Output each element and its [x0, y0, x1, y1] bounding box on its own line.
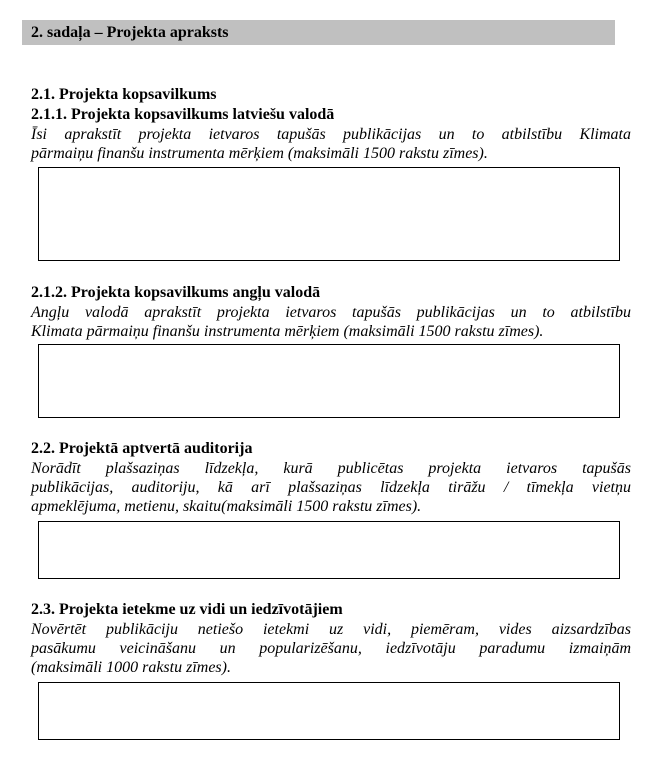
heading-2-3: 2.3. Projekta ietekme uz vidi un iedzīvotājiem [31, 601, 343, 618]
heading-2-2: 2.2. Projektā aptvertā auditorija [31, 440, 253, 457]
description-line: Klimata pārmaiņu finanšu instrumenta mērķiem (maksimāli 1500 rakstu zīmes). [31, 323, 544, 340]
audience-input[interactable] [38, 521, 620, 579]
description-line: publikācijas, auditoriju, kā arī plašsaziņas līdzekļa tirāžu / tīmekļa vietņu [31, 479, 631, 496]
section-title: 2. sadaļa – Projekta apraksts [22, 20, 615, 45]
description-2-2 [31, 459, 631, 516]
summary-lv-input[interactable] [38, 167, 620, 261]
description-2-1-2 [31, 303, 631, 341]
description-line: pārmaiņu finanšu instrumenta mērķiem (maksimāli 1500 rakstu zīmes). [31, 145, 488, 162]
description-line: Novērtēt publikāciju netiešo ietekmi uz vidi, piemēram, vides aizsardzības [31, 621, 631, 638]
heading-2-1-2: 2.1.2. Projekta kopsavilkums angļu valodā [31, 284, 321, 301]
heading-2-1-1: 2.1.1. Projekta kopsavilkums latviešu valodā [31, 106, 335, 123]
description-line: Angļu valodā aprakstīt projekta ietvaros tapušās publikācijas un to atbilstību [31, 304, 631, 321]
description-line: pasākumu veicināšanu un popularizēšanu, iedzīvotāju paradumu izmaiņām [31, 640, 631, 657]
impact-input[interactable] [38, 682, 620, 740]
description-2-1-1 [31, 125, 631, 163]
description-line: (maksimāli 1000 rakstu zīmes). [31, 659, 231, 676]
description-line: Īsi aprakstīt projekta ietvaros tapušās publikācijas un to atbilstību Klimata [31, 126, 631, 143]
description-2-3 [31, 620, 631, 677]
description-line: apmeklējuma, metienu, skaitu(maksimāli 1500 rakstu zīmes). [31, 498, 422, 515]
heading-2-1: 2.1. Projekta kopsavilkums [31, 86, 217, 103]
summary-en-input[interactable] [38, 344, 620, 418]
description-line: Norādīt plašsaziņas līdzekļa, kurā publicētas projekta ietvaros tapušās [31, 460, 631, 477]
